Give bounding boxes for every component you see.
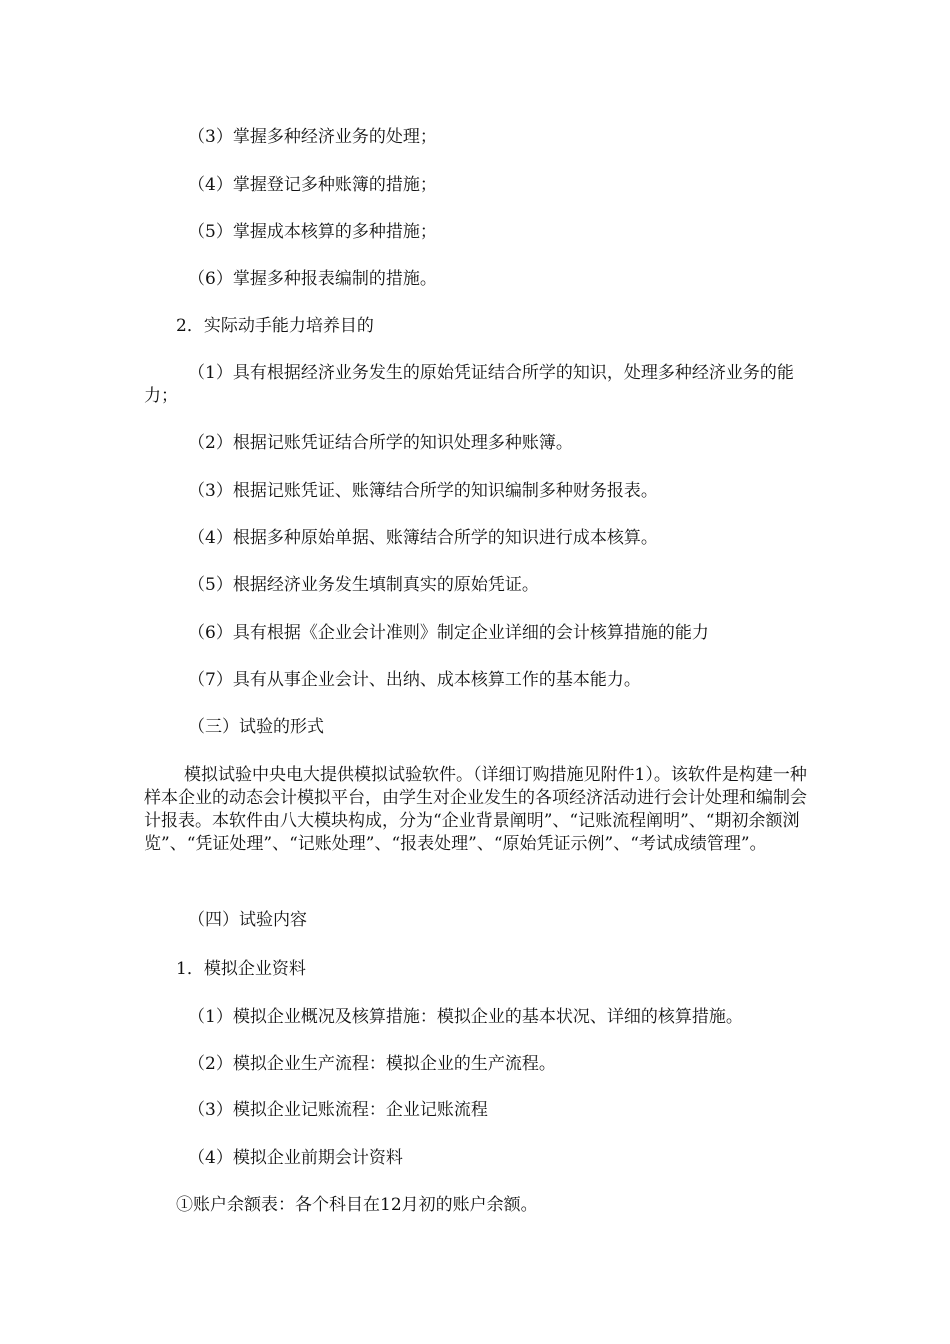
paragraph-company-overview: （1）模拟企业概况及核算措施：模拟企业的基本状况、详细的核算措施。 — [188, 1007, 743, 1027]
paragraph-ability-6: （6）具有根据《企业会计准则》制定企业详细的会计核算措施的能力 — [188, 623, 709, 643]
paragraph-ability-5: （5）根据经济业务发生填制真实的原始凭证。 — [188, 575, 539, 595]
heading-experiment-form: （三）试验的形式 — [188, 717, 324, 737]
paragraph-production-flow: （2）模拟企业生产流程：模拟企业的生产流程。 — [188, 1054, 556, 1074]
paragraph-ability-2: （2）根据记账凭证结合所学的知识处理多种账簿。 — [188, 433, 573, 453]
paragraph-prior-accounting-data: （4）模拟企业前期会计资料 — [188, 1148, 403, 1168]
paragraph-ability-4: （4）根据多种原始单据、账簿结合所学的知识进行成本核算。 — [188, 528, 658, 548]
heading-practical-ability: 2．实际动手能力培养目的 — [176, 316, 374, 336]
heading-experiment-content: （四）试验内容 — [188, 910, 307, 930]
heading-simulated-company-data: 1．模拟企业资料 — [176, 959, 306, 979]
paragraph-experiment-software: 模拟试验中央电大提供模拟试验软件。（详细订购措施见附件1）。该软件是构建一种样本企业的动态会计模拟平台，由学生对企业发生的各项经济活动进行会计处理和编制会计报表。本软件由八大模块构成，分为“企业背景阐明”、“记账流程阐明”、“期初余额浏览”、“凭证处理”、“记账处理”、“报表处理”、“原始凭证示例”、“考试成绩管理”。 — [144, 765, 807, 854]
paragraph-ability-1: （1）具有根据经济业务发生的原始凭证结合所学的知识，处理多种经济业务的能力； — [144, 363, 794, 406]
paragraph-ability-3: （3）根据记账凭证、账簿结合所学的知识编制多种财务报表。 — [188, 481, 658, 501]
paragraph-bookkeeping-flow: （3）模拟企业记账流程：企业记账流程 — [188, 1100, 488, 1120]
paragraph-3-business-processing: （3）掌握多种经济业务的处理； — [188, 127, 437, 147]
paragraph-4-ledger-registration: （4）掌握登记多种账簿的措施； — [188, 175, 437, 195]
paragraph-5-cost-accounting: （5）掌握成本核算的多种措施； — [188, 222, 437, 242]
paragraph-account-balance-table: ①账户余额表：各个科目在12月初的账户余额。 — [176, 1195, 538, 1215]
paragraph-6-report-preparation: （6）掌握多种报表编制的措施。 — [188, 269, 437, 289]
paragraph-ability-7: （7）具有从事企业会计、出纳、成本核算工作的基本能力。 — [188, 670, 641, 690]
